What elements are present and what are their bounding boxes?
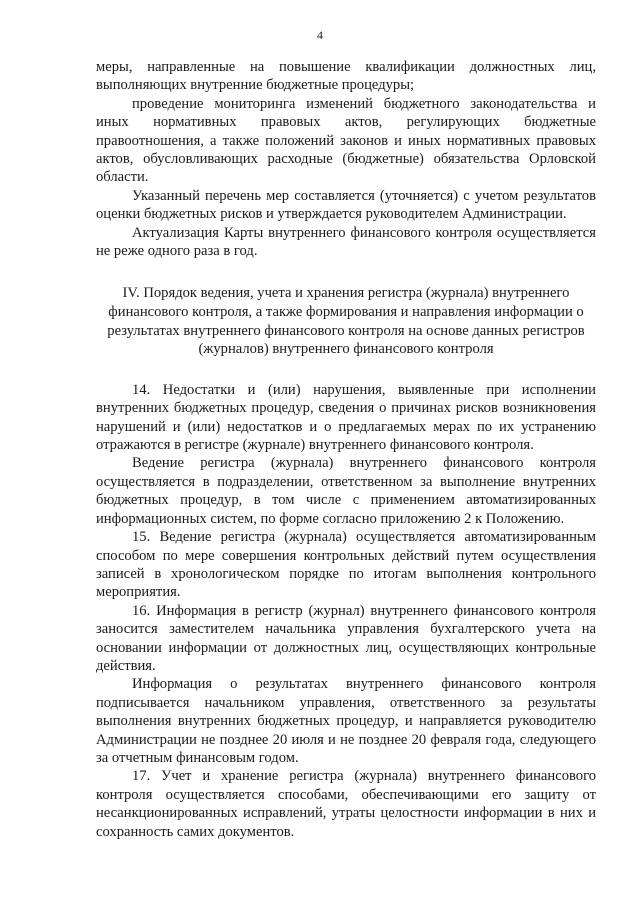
paragraph-measures-list: Указанный перечень мер составляется (уточняется) с учетом результатов оценки бюджетных рисков и утверждается руководителем Администрации.: [96, 187, 596, 223]
paragraph-16: 16. Информация в регистр (журнал) внутреннего финансового контроля заносится заместителем начальника управления бухгалтерского учета на основании информации от должностных лиц, осуществляющих контрольные действия.: [96, 602, 596, 674]
paragraph-map-update: Актуализация Карты внутреннего финансового контроля осуществляется не реже одного раза в год.: [96, 224, 596, 260]
paragraph-register-maintenance: Ведение регистра (журнала) внутреннего финансового контроля осуществляется в подразделении, ответственном за выполнение внутренних бюджетных процедур, в том числе с применением автоматизированных информационных систем, по форме согласно приложению 2 к Положению.: [96, 455, 596, 527]
paragraph-15: 15. Ведение регистра (журнала) осуществляется автоматизированным способом по мере совершения контрольных действий путем осуществления записей в хронологическом порядке по итогам выполнения контрольного мероприятия.: [96, 529, 596, 601]
section-title: IV. Порядок ведения, учета и хранения регистра (журнала) внутреннего финансового контроля, а также формирования и направления информации о результатах внутреннего финансового контроля на основе данных регистров (журналов) внутреннего финансового контроля: [107, 285, 585, 358]
paragraph-monitoring: проведение мониторинга изменений бюджетного законодательства и иных нормативных правовых актов, регулирующих бюджетные правоотношения, а также положений законов и иных нормативных правовых актов, обусловливающих расходные (бюджетные) обязательства Орловской области.: [96, 95, 596, 186]
paragraph-14: 14. Недостатки и (или) нарушения, выявленные при исполнении внутренних бюджетных процедур, сведения о причинах рисков возникновения нарушений и (или) недостатков и о предлагаемых мерах по их устранению отражаются в регистре (журнале) внутреннего финансового контроля.: [96, 381, 596, 454]
paragraph-17: 17. Учет и хранение регистра (журнала) внутреннего финансового контроля осуществляется способами, обеспечивающими его защиту от несанкционированных исправлений, утраты целостности информации в них и сохранность самих документов.: [96, 768, 596, 840]
paragraph-qualification: меры, направленные на повышение квалификации должностных лиц, выполняющих внутренние бюджетные процедуры;: [96, 59, 596, 94]
document-body: [96, 58, 596, 841]
page-number: 4: [317, 28, 323, 42]
paragraph-results-info: Информация о результатах внутреннего финансового контроля подписывается начальником управления, ответственного за результаты выполнения внутренних бюджетных процедур, и направляется руководителю Администрации не позднее 20 июля и не позднее 20 февраля года, следующего за отчетным финансовым годом.: [96, 676, 596, 766]
